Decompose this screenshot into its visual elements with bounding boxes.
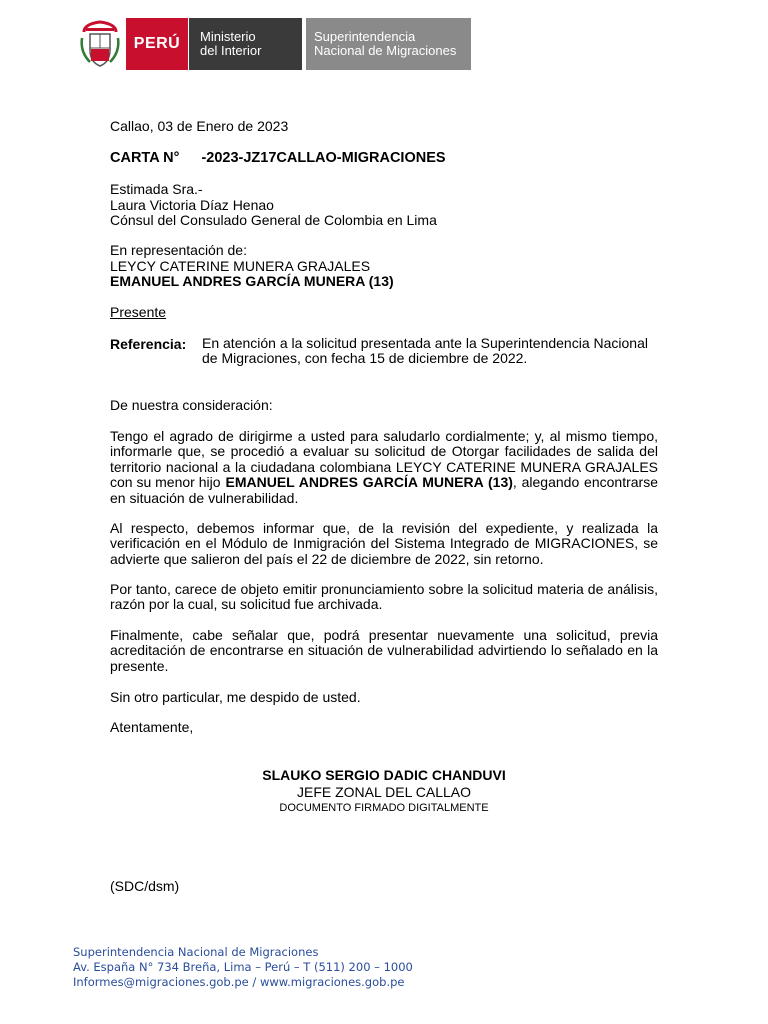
recipient-name: Laura Victoria Díaz Henao bbox=[110, 196, 274, 213]
paragraph-1-line-4 bbox=[110, 475, 658, 490]
footer-agency: Superintendencia Nacional de Migraciones bbox=[73, 945, 319, 959]
presente-label: Presente bbox=[110, 304, 167, 320]
footer-address: Av. España N° 734 Breña, Lima – Perú – T (511) 200 – 1000 bbox=[73, 960, 413, 974]
letter-number bbox=[110, 151, 446, 167]
recipient-title: Cónsul del Consulado General de Colombia en Lima bbox=[110, 212, 437, 228]
initials: (SDC/dsm) bbox=[110, 878, 180, 894]
paragraph-4 bbox=[110, 628, 658, 674]
footer-email-link[interactable]: Informes@migraciones.gob.pe bbox=[73, 975, 249, 989]
paragraph-1 bbox=[110, 429, 658, 506]
letter-date: Callao, 03 de Enero de 2023 bbox=[110, 118, 289, 134]
ministry-line-1: Ministerio bbox=[200, 29, 256, 44]
signature-note: DOCUMENTO FIRMADO DIGITALMENTE bbox=[279, 802, 489, 814]
reference-line-2: de Migraciones, con fecha 15 de diciembre de 2022. bbox=[202, 350, 528, 367]
represented-person-1: LEYCY CATERINE MUNERA GRAJALES bbox=[110, 257, 371, 274]
ministry-line-2: del Interior bbox=[200, 43, 262, 58]
letterhead-logo bbox=[78, 18, 471, 70]
peru-brand: PERÚ bbox=[126, 18, 188, 70]
paragraph-2-line-2: verificación en el Módulo de Inmigración del Sistema Integrado de MIGRACIONES, se bbox=[110, 535, 658, 552]
minor-name: EMANUEL ANDRES GARCÍA MUNERA (13) bbox=[225, 474, 513, 491]
paragraph-1-line-5: en situación de vulnerabilidad. bbox=[110, 489, 299, 506]
paragraph-2-line-3: advierte que salieron del país el 22 de diciembre de 2022, sin retorno. bbox=[110, 550, 544, 567]
representation-label: En representación de: bbox=[110, 242, 247, 258]
agency-label bbox=[304, 18, 471, 70]
agency-line-1: Superintendencia bbox=[314, 29, 416, 44]
paragraph-1-line-4-c: , alegando encontrarse bbox=[512, 474, 658, 491]
footer-website[interactable]: www.migraciones.gob.pe bbox=[259, 975, 405, 989]
signer-title: JEFE ZONAL DEL CALLAO bbox=[296, 784, 471, 800]
carta-label: CARTA N° bbox=[110, 150, 180, 166]
paragraph-3 bbox=[110, 582, 658, 613]
paragraph-4-line-2: acreditación de encontrarse en situación de vulnerabilidad advirtiendo lo señalado en la bbox=[110, 642, 658, 659]
footer-contact bbox=[73, 975, 413, 990]
paragraph-4-line-1: Finalmente, cabe señalar que, podrá presentar nuevamente una solicitud, previa bbox=[110, 627, 658, 643]
salutation: Estimada Sra.- bbox=[110, 181, 203, 197]
reference-text bbox=[202, 336, 662, 367]
represented-person-2: EMANUEL ANDRES GARCÍA MUNERA (13) bbox=[110, 273, 394, 289]
ministry-label bbox=[188, 18, 302, 70]
coat-of-arms-icon bbox=[78, 18, 122, 70]
reference-line-1: En atención a la solicitud presentada ante la Superintendencia Nacional bbox=[202, 335, 648, 351]
paragraph-1-line-1: Tengo el agrado de dirigirme a usted para saludarlo cordialmente; y, al mismo tiempo, bbox=[110, 428, 658, 444]
paragraph-1-line-2: informarle que, se procedió a evaluar su solicitud de Otorgar facilidades de salida del bbox=[110, 443, 658, 460]
agency-line-2: Nacional de Migraciones bbox=[314, 43, 457, 58]
paragraph-2-line-1: Al respecto, debemos informar que, de la revisión del expediente, y realizada la bbox=[110, 520, 658, 536]
footer-separator: / bbox=[248, 975, 260, 989]
paragraph-3-line-2: razón por la cual, su solicitud fue archivada. bbox=[110, 596, 383, 613]
paragraph-3-line-1: Por tanto, carece de objeto emitir pronunciamiento sobre la solicitud materia de análisis, bbox=[110, 581, 658, 597]
reference-label: Referencia: bbox=[110, 336, 187, 352]
footer bbox=[73, 945, 413, 990]
closing: Atentamente, bbox=[110, 719, 194, 735]
paragraph-2 bbox=[110, 521, 658, 567]
paragraph-1-line-4-rest bbox=[221, 475, 658, 490]
paragraph-4-line-3: presente. bbox=[110, 657, 169, 674]
carta-number: -2023-JZ17CALLAO-MIGRACIONES bbox=[201, 150, 446, 166]
paragraph-5: Sin otro particular, me despido de usted. bbox=[110, 689, 361, 705]
signer-name: SLAUKO SERGIO DADIC CHANDUVI bbox=[262, 767, 506, 783]
paragraph-1-line-4-a: con su menor hijo bbox=[110, 474, 221, 491]
paragraph-1-line-3: territorio nacional a la ciudadana colombiana LEYCY CATERINE MUNERA GRAJALES bbox=[110, 458, 658, 475]
greeting: De nuestra consideración: bbox=[110, 397, 273, 413]
